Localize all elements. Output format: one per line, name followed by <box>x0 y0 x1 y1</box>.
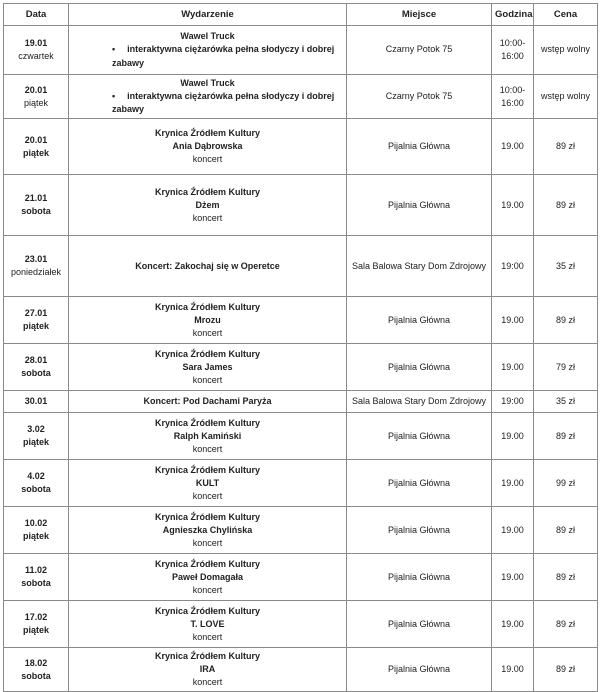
event-type: koncert <box>192 490 223 501</box>
event-type: koncert <box>192 537 223 548</box>
date-cell <box>4 413 69 460</box>
table-row <box>4 236 598 297</box>
event-title: Krynica Źródłem Kultury <box>154 417 261 428</box>
day-name: sobota <box>21 670 51 681</box>
place-cell: Pijalnia Główna <box>347 344 492 391</box>
header-date: Data <box>4 4 69 26</box>
table-row <box>4 413 598 460</box>
time-cell: 19:00 <box>492 236 534 297</box>
header-price: Cena <box>534 4 598 26</box>
table-row <box>4 648 598 692</box>
event-cell <box>69 391 347 413</box>
table-row <box>4 175 598 236</box>
time-cell: 10:00-16:00 <box>492 26 534 75</box>
date-value: 20.01 <box>24 134 48 145</box>
price-cell: 89 zł <box>534 507 598 554</box>
event-artist: Agnieszka Chylińska <box>162 524 253 535</box>
date-value: 27.01 <box>24 308 48 319</box>
event-title: Krynica Źródłem Kultury <box>154 128 261 139</box>
table-row <box>4 119 598 175</box>
place-cell: Pijalnia Główna <box>347 297 492 344</box>
price-cell: 89 zł <box>534 554 598 601</box>
event-artist: Ania Dąbrowska <box>172 141 243 152</box>
date-value: 23.01 <box>24 254 48 265</box>
event-title: Krynica Źródłem Kultury <box>154 605 261 616</box>
date-cell <box>4 601 69 648</box>
time-cell: 19.00 <box>492 601 534 648</box>
event-artist: IRA <box>199 664 216 675</box>
place-cell: Pijalnia Główna <box>347 460 492 507</box>
day-name: piątek <box>22 147 49 158</box>
event-title: Krynica Źródłem Kultury <box>154 651 261 662</box>
event-title: Koncert: Zakochaj się w Operetce <box>135 260 280 271</box>
day-name: sobota <box>21 206 51 217</box>
event-title: Wawel Truck <box>180 31 235 42</box>
place-cell: Czarny Potok 75 <box>347 75 492 119</box>
time-cell: 19.00 <box>492 297 534 344</box>
date-cell <box>4 344 69 391</box>
event-cell <box>69 236 347 297</box>
place-cell: Sala Balowa Stary Dom Zdrojowy <box>347 236 492 297</box>
price-cell: 35 zł <box>534 391 598 413</box>
event-type: koncert <box>192 154 223 165</box>
place-cell: Sala Balowa Stary Dom Zdrojowy <box>347 391 492 413</box>
event-artist: Mrozu <box>194 314 221 325</box>
event-cell <box>69 75 347 119</box>
event-bullet: • interaktywna ciężarówka pełna słodyczy i dobrej zabawy <box>72 90 343 116</box>
place-cell: Czarny Potok 75 <box>347 26 492 75</box>
event-cell <box>69 297 347 344</box>
header-time: Godzina <box>492 4 534 26</box>
price-cell: 89 zł <box>534 413 598 460</box>
event-type: koncert <box>192 584 223 595</box>
price-cell: wstęp wolny <box>534 26 598 75</box>
event-cell <box>69 554 347 601</box>
table-row <box>4 391 598 413</box>
table-body <box>4 26 598 692</box>
day-name: piątek <box>22 625 49 636</box>
event-type: koncert <box>192 443 223 454</box>
table-row <box>4 460 598 507</box>
price-cell: 89 zł <box>534 297 598 344</box>
event-cell <box>69 175 347 236</box>
day-name: poniedziałek <box>10 267 62 278</box>
date-value: 10.02 <box>24 518 48 529</box>
event-artist: Sara James <box>182 361 233 372</box>
price-cell: 89 zł <box>534 601 598 648</box>
price-cell: 89 zł <box>534 119 598 175</box>
date-cell <box>4 554 69 601</box>
event-cell <box>69 413 347 460</box>
events-table <box>3 3 598 692</box>
event-type: koncert <box>192 374 223 385</box>
place-cell: Pijalnia Główna <box>347 648 492 692</box>
event-title: Wawel Truck <box>180 78 235 88</box>
event-cell <box>69 344 347 391</box>
day-name: sobota <box>21 368 51 379</box>
table-row <box>4 344 598 391</box>
price-cell: 89 zł <box>534 648 598 692</box>
day-name: piątek <box>22 321 49 332</box>
table-row <box>4 601 598 648</box>
event-type: koncert <box>192 677 223 688</box>
price-cell: 79 zł <box>534 344 598 391</box>
event-title: Krynica Źródłem Kultury <box>154 558 261 569</box>
date-value: 4.02 <box>27 471 45 482</box>
time-cell: 19:00 <box>492 391 534 413</box>
day-name: piątek <box>23 97 49 108</box>
event-type: koncert <box>192 631 223 642</box>
event-cell <box>69 507 347 554</box>
date-value: 18.02 <box>24 657 48 668</box>
table-row <box>4 554 598 601</box>
event-title: Krynica Źródłem Kultury <box>154 511 261 522</box>
event-cell <box>69 460 347 507</box>
event-cell <box>69 601 347 648</box>
price-cell: 99 zł <box>534 460 598 507</box>
time-cell: 19.00 <box>492 413 534 460</box>
date-cell <box>4 297 69 344</box>
header-row <box>4 4 598 26</box>
date-cell <box>4 460 69 507</box>
event-title: Krynica Źródłem Kultury <box>154 186 261 197</box>
price-cell: wstęp wolny <box>534 75 598 119</box>
header-place: Miejsce <box>347 4 492 26</box>
date-cell <box>4 175 69 236</box>
event-cell <box>69 648 347 692</box>
event-artist: Dżem <box>195 199 220 210</box>
event-cell <box>69 26 347 75</box>
table-row <box>4 75 598 119</box>
event-title: Krynica Źródłem Kultury <box>154 301 261 312</box>
date-value: 3.02 <box>27 424 45 435</box>
header-event: Wydarzenie <box>69 4 347 26</box>
table-row <box>4 297 598 344</box>
event-title: Krynica Źródłem Kultury <box>154 464 261 475</box>
day-name: sobota <box>21 484 51 495</box>
place-cell: Pijalnia Główna <box>347 119 492 175</box>
date-value: 19.01 <box>24 37 48 48</box>
time-cell: 19.00 <box>492 507 534 554</box>
day-name: piątek <box>22 437 49 448</box>
date-value: 11.02 <box>24 565 48 576</box>
event-artist: Ralph Kamiński <box>173 430 242 441</box>
event-type: koncert <box>192 212 223 223</box>
event-type: koncert <box>192 327 223 338</box>
day-name: czwartek <box>18 51 54 61</box>
event-artist: T. LOVE <box>190 618 225 629</box>
day-name: piątek <box>22 531 49 542</box>
table-row <box>4 26 598 75</box>
event-artist: KULT <box>195 477 220 488</box>
date-value: 28.01 <box>24 355 48 366</box>
place-cell: Pijalnia Główna <box>347 175 492 236</box>
day-name: sobota <box>21 578 51 589</box>
time-cell: 19.00 <box>492 119 534 175</box>
date-cell <box>4 391 69 413</box>
event-bullet: • interaktywna ciężarówka pełna słodyczy i dobrej zabawy <box>72 43 343 69</box>
event-title: Koncert: Pod Dachami Paryża <box>143 396 272 407</box>
time-cell: 19.00 <box>492 460 534 507</box>
event-title: Krynica Źródłem Kultury <box>154 348 261 359</box>
date-cell <box>4 26 69 75</box>
place-cell: Pijalnia Główna <box>347 413 492 460</box>
date-cell <box>4 236 69 297</box>
table-row <box>4 507 598 554</box>
time-cell: 19.00 <box>492 648 534 692</box>
date-value: 21.01 <box>24 193 48 204</box>
date-cell <box>4 507 69 554</box>
place-cell: Pijalnia Główna <box>347 507 492 554</box>
date-value: 20.01 <box>24 84 48 95</box>
place-cell: Pijalnia Główna <box>347 601 492 648</box>
time-cell: 19.00 <box>492 554 534 601</box>
time-cell: 19.00 <box>492 344 534 391</box>
price-cell: 89 zł <box>534 175 598 236</box>
event-cell <box>69 119 347 175</box>
time-cell: 19.00 <box>492 175 534 236</box>
time-cell: 10:00-16:00 <box>492 75 534 119</box>
date-value: 30.01 <box>24 396 48 407</box>
event-artist: Paweł Domagała <box>171 571 244 582</box>
date-cell <box>4 648 69 692</box>
price-cell: 35 zł <box>534 236 598 297</box>
place-cell: Pijalnia Główna <box>347 554 492 601</box>
date-value: 17.02 <box>24 612 48 623</box>
date-cell <box>4 75 69 119</box>
date-cell <box>4 119 69 175</box>
